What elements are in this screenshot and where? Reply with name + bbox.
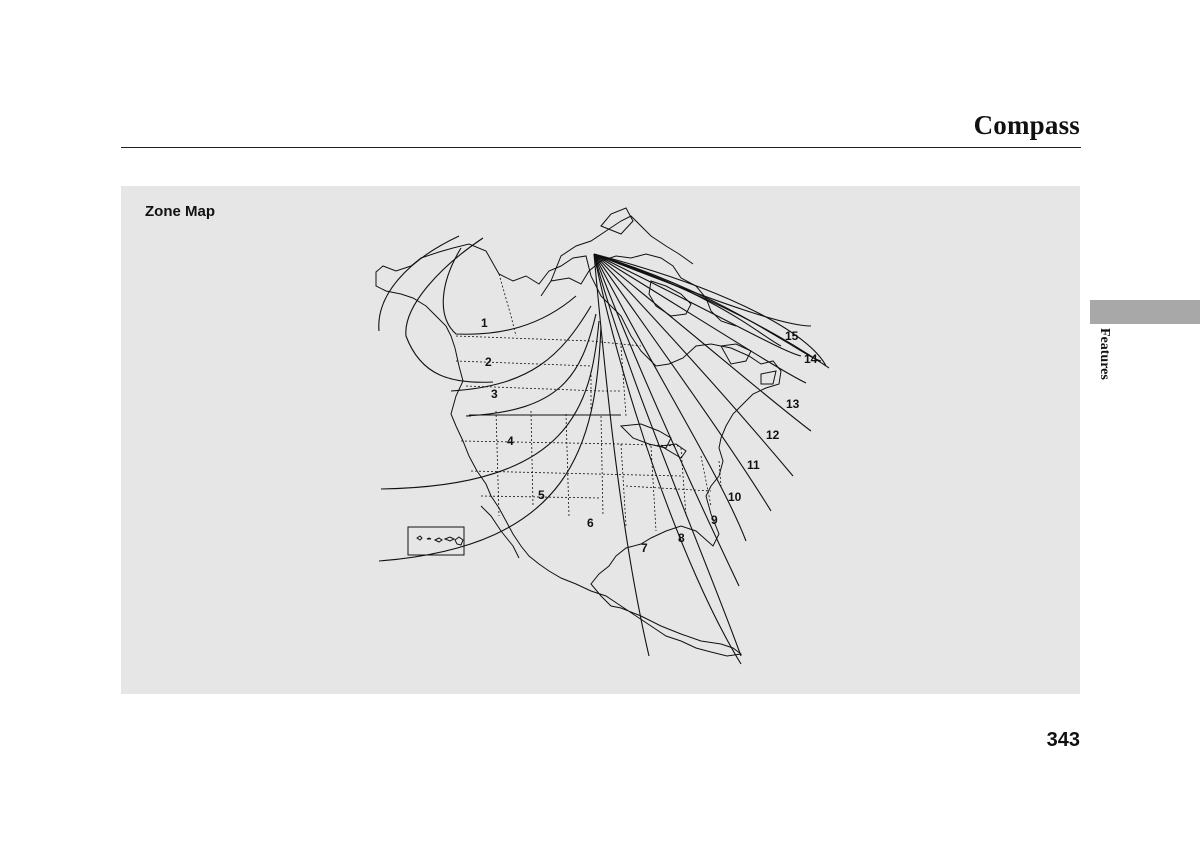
zone-label: 1	[481, 316, 488, 330]
zone-map-panel	[121, 186, 1080, 694]
zone-map-title: Zone Map	[145, 203, 215, 220]
zone-label: 10	[728, 490, 742, 504]
section-tab	[1090, 300, 1200, 324]
north-america-outline	[376, 208, 781, 656]
section-tab-label: Features	[1097, 328, 1112, 380]
page-title: Compass	[973, 110, 1080, 140]
state-province-boundaries	[456, 274, 721, 531]
hawaii-inset	[408, 527, 464, 555]
zone-label: 15	[785, 329, 799, 343]
page-number: 343	[1046, 729, 1080, 751]
zone-label: 8	[678, 531, 685, 545]
zone-label: 4	[507, 434, 514, 448]
zone-label: 13	[786, 397, 800, 411]
zone-label: 7	[641, 541, 648, 555]
zone-map-figure	[121, 186, 1080, 694]
header-divider	[121, 147, 1081, 148]
zone-boundary-lines	[379, 236, 829, 664]
zone-label: 11	[747, 458, 760, 472]
zone-label: 2	[485, 355, 492, 369]
zone-label: 3	[491, 387, 498, 401]
zone-label: 14	[804, 352, 818, 366]
zone-label: 12	[766, 428, 780, 442]
zone-label: 5	[538, 488, 545, 502]
zone-label: 6	[587, 516, 594, 530]
zone-label: 9	[711, 513, 718, 527]
